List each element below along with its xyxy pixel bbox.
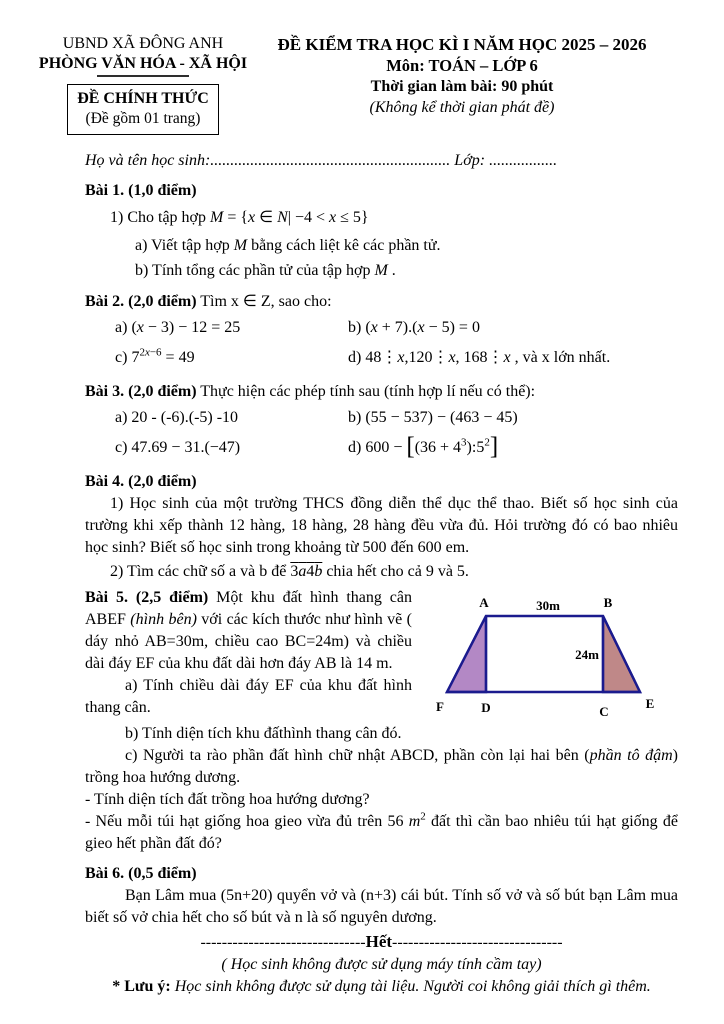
official-exam-stamp-box — [67, 84, 219, 135]
shaded-area-note: phần tô đậm — [589, 747, 673, 764]
section-4-paragraph-2 — [110, 559, 678, 585]
official-exam-label: ĐỀ CHÍNH THỨC — [77, 90, 209, 107]
item-label: d) — [348, 349, 366, 366]
duration-line: Thời gian làm bài: 90 phút — [370, 78, 554, 95]
formula-var-x: x — [329, 209, 337, 226]
item-label: a) — [115, 319, 132, 336]
formula-var-x: x — [448, 349, 456, 366]
section-1-intro — [110, 205, 678, 231]
section-2-heading — [85, 291, 678, 313]
equation-2a — [115, 313, 348, 343]
formula-part: − 5) = 0 — [424, 319, 480, 336]
vertex-label-A: A — [479, 595, 489, 610]
section-5-item-b: b) Tính diện tích khu đấthình thang cân đó. — [125, 725, 402, 742]
digit: 3 — [290, 563, 299, 580]
formula-part: | −4 < — [287, 209, 330, 226]
formula-part: ):5 — [466, 439, 485, 456]
exponent: 3 — [461, 436, 467, 449]
header-underline — [97, 75, 189, 77]
subject-line: Môn: TOÁN – LỚP 6 — [386, 56, 538, 75]
close-bracket: ] — [489, 433, 499, 460]
exam-content — [85, 180, 678, 998]
exam-title: ĐỀ KIỂM TRA HỌC KÌ I NĂM HỌC 2025 – 2026 — [277, 35, 647, 54]
vertex-label-E: E — [645, 696, 655, 711]
set-var-M: M — [210, 209, 224, 226]
header-right-block — [272, 34, 652, 135]
section-1-intro-text: 1) Cho tập hợp — [110, 209, 211, 226]
formula-part: , 168⋮ — [455, 349, 504, 366]
issuer-name: UBND XÃ ĐÔNG ANH — [62, 35, 224, 52]
formula-part: = 49 — [161, 349, 195, 366]
formula-part: ∈ — [255, 209, 278, 226]
duration-note: (Không kể thời gian phát đề) — [369, 99, 555, 116]
header-left-block — [26, 34, 260, 135]
top-length-label: 30m — [536, 598, 560, 613]
section-2-row-2 — [85, 343, 678, 373]
student-name-line: Họ và tên học sinh:............................................................ Lớp: ................. — [85, 152, 558, 169]
formula-part: = { — [223, 209, 249, 226]
section-5-item-a: a) Tính chiều dài đáy EF của khu đất hình thang cân. — [85, 677, 412, 716]
section-5-item-c — [85, 745, 678, 789]
section-2-row-1 — [85, 313, 678, 343]
header — [0, 0, 724, 135]
section-3-row-2 — [85, 433, 678, 463]
formula-part: ( — [365, 319, 371, 336]
formula-part: + 7).( — [377, 319, 418, 336]
section-1-item-b — [135, 258, 678, 283]
final-note — [85, 976, 678, 998]
formula-var-x: x — [136, 319, 144, 336]
height-length-label: 24m — [575, 647, 599, 662]
formula-part: ,120⋮ — [404, 349, 449, 366]
formula-var-a: a — [298, 563, 307, 580]
item-text: a) Viết tập hợp — [135, 237, 234, 254]
note-label: * Lưu ý: — [112, 978, 175, 995]
item-text: b) Tính tổng các phần tử của tập hợp — [135, 262, 375, 279]
vertex-label-B: B — [603, 595, 613, 610]
vertex-label-C: C — [599, 704, 609, 719]
item-text: bằng cách liệt kê các phần tử. — [247, 237, 441, 254]
formula-part: (36 + 4 — [414, 439, 462, 456]
vertex-label-D: D — [481, 700, 491, 715]
formula-part: 2 — [139, 346, 145, 359]
formula-part: −6 — [149, 346, 162, 359]
open-bracket: [ — [406, 433, 415, 460]
item-label: c) — [115, 349, 132, 366]
formula-part: − 3) − 12 = 25 — [143, 319, 241, 336]
formula-var-x: x — [370, 319, 378, 336]
end-label: Hết — [365, 932, 393, 951]
end-of-exam-line — [85, 931, 678, 954]
section-1-item-a — [135, 233, 678, 258]
formula-var-b: b — [314, 563, 323, 580]
exponent: 2 — [420, 810, 426, 823]
formula-var-x: x — [417, 319, 425, 336]
dash-rule: -------------------------------- — [392, 934, 563, 951]
section-4-paragraph-1: 1) Học sinh của một trường THCS đồng diễn thể dục thể thao. Biết số học sinh của trường khi xếp thành 12 hàng, 18 hàng, 28 hàng đều vừa đủ. Hỏi trường đó có bao nhiêu học sinh? Biết số học sinh trong khoảng từ 500 đến 600 em. — [85, 495, 678, 556]
section-5-dash-2 — [85, 811, 678, 855]
formula-part: ≤ 5} — [336, 209, 369, 226]
expression-3d — [348, 433, 678, 463]
figure-reference-note: (hình bên) — [130, 611, 197, 628]
section-6-paragraph: Bạn Lâm mua (5n+20) quyển vở và (n+3) cái bút. Tính số vở và số bút bạn Lâm mua biết số vở chia hết cho số bút và n là số nguyên dương. — [85, 887, 678, 926]
vertex-label-F: F — [436, 699, 444, 714]
item-text: c) Người ta rào phần đất hình chữ nhật ABCD, phần còn lại hai bên ( — [125, 747, 590, 764]
section-1-heading: Bài 1. (1,0 điểm) — [85, 182, 197, 199]
item-text: ) trồng hoa hướng dương. — [85, 747, 678, 786]
set-var-M: M — [233, 237, 248, 254]
exponent — [139, 347, 161, 359]
section-5-title: Bài 5. (2,5 điểm) — [85, 589, 209, 606]
department-name: PHÒNG VĂN HÓA - XÃ HỘI — [38, 55, 248, 72]
section-5-dash-1: - Tính diện tích đất trồng hoa hướng dương? — [85, 791, 370, 808]
section-6-heading: Bài 6. (0,5 điểm) — [85, 865, 197, 882]
section-3-heading — [85, 381, 678, 403]
section-3-title: Bài 3. (2,0 điểm) — [85, 383, 197, 400]
expression-3a: a) 20 - (-6).(-5) -10 — [115, 409, 239, 426]
equation-2d — [348, 343, 678, 373]
dash-rule: ------------------------------- — [200, 934, 366, 951]
section-5 — [85, 587, 678, 855]
section-4-heading: Bài 4. (2,0 điểm) — [85, 473, 197, 490]
exponent: 2 — [484, 436, 490, 449]
item-text: . — [387, 262, 396, 279]
item-text: với các kích thước như hình vẽ ( dáy nhỏ AB=30m, chiều cao BC=24m) và chiều dài đáy EF của khu đất dài hơn đáy AB là 14 m. — [85, 611, 412, 672]
item-text: chia hết cho cả 9 và 5. — [322, 563, 469, 580]
item-label: d) — [348, 439, 366, 456]
unit-m: m — [408, 813, 421, 830]
formula-part: 7 — [131, 349, 140, 366]
formula-part: 600 − — [365, 439, 407, 456]
formula-var-x: x — [503, 349, 511, 366]
set-var-M: M — [374, 262, 388, 279]
item-text: 2) Tìm các chữ số a và b để — [110, 563, 291, 580]
expression-3c: c) 47.69 − 31.(−47) — [115, 439, 241, 456]
section-3-row-1 — [85, 403, 678, 433]
formula-var-x: x — [248, 209, 256, 226]
trapezoid-figure — [420, 589, 678, 721]
section-2-title: Bài 2. (2,0 điểm) — [85, 293, 197, 310]
formula-part: 48⋮ — [365, 349, 398, 366]
section-3-intro: Thực hiện các phép tính sau (tính hợp lí nếu có thể): — [196, 383, 536, 400]
formula-var-x: x — [397, 349, 405, 366]
note-text: Học sinh không được sử dụng tài liệu. Người coi không giải thích gì thêm. — [174, 978, 651, 995]
formula-var-N: N — [277, 209, 288, 226]
item-text: - Nếu mỗi túi hạt giống hoa gieo vừa đủ trên 56 — [85, 813, 409, 830]
formula-part: , và x lớn nhất. — [510, 349, 611, 366]
expression-3b: b) (55 − 537) − (463 − 45) — [348, 409, 518, 426]
equation-2b — [348, 313, 678, 343]
item-label: b) — [348, 319, 366, 336]
section-2-intro: Tìm x ∈ Z, sao cho: — [196, 293, 332, 310]
equation-2c — [115, 343, 348, 373]
page-count-note: (Đề gồm 01 trang) — [85, 110, 201, 127]
digit: 4 — [306, 563, 315, 580]
overline-number — [290, 563, 322, 580]
formula-var-x: x — [144, 346, 150, 359]
item-text: Một khu đất hình thang cân ABEF — [85, 589, 413, 628]
no-calculator-note: ( Học sinh không được sử dụng máy tính cầm tay) — [221, 956, 542, 973]
item-text: đất thì cần bao nhiêu túi hạt giống để gieo hết phần đất đó? — [85, 813, 678, 852]
formula-part: ( — [131, 319, 137, 336]
